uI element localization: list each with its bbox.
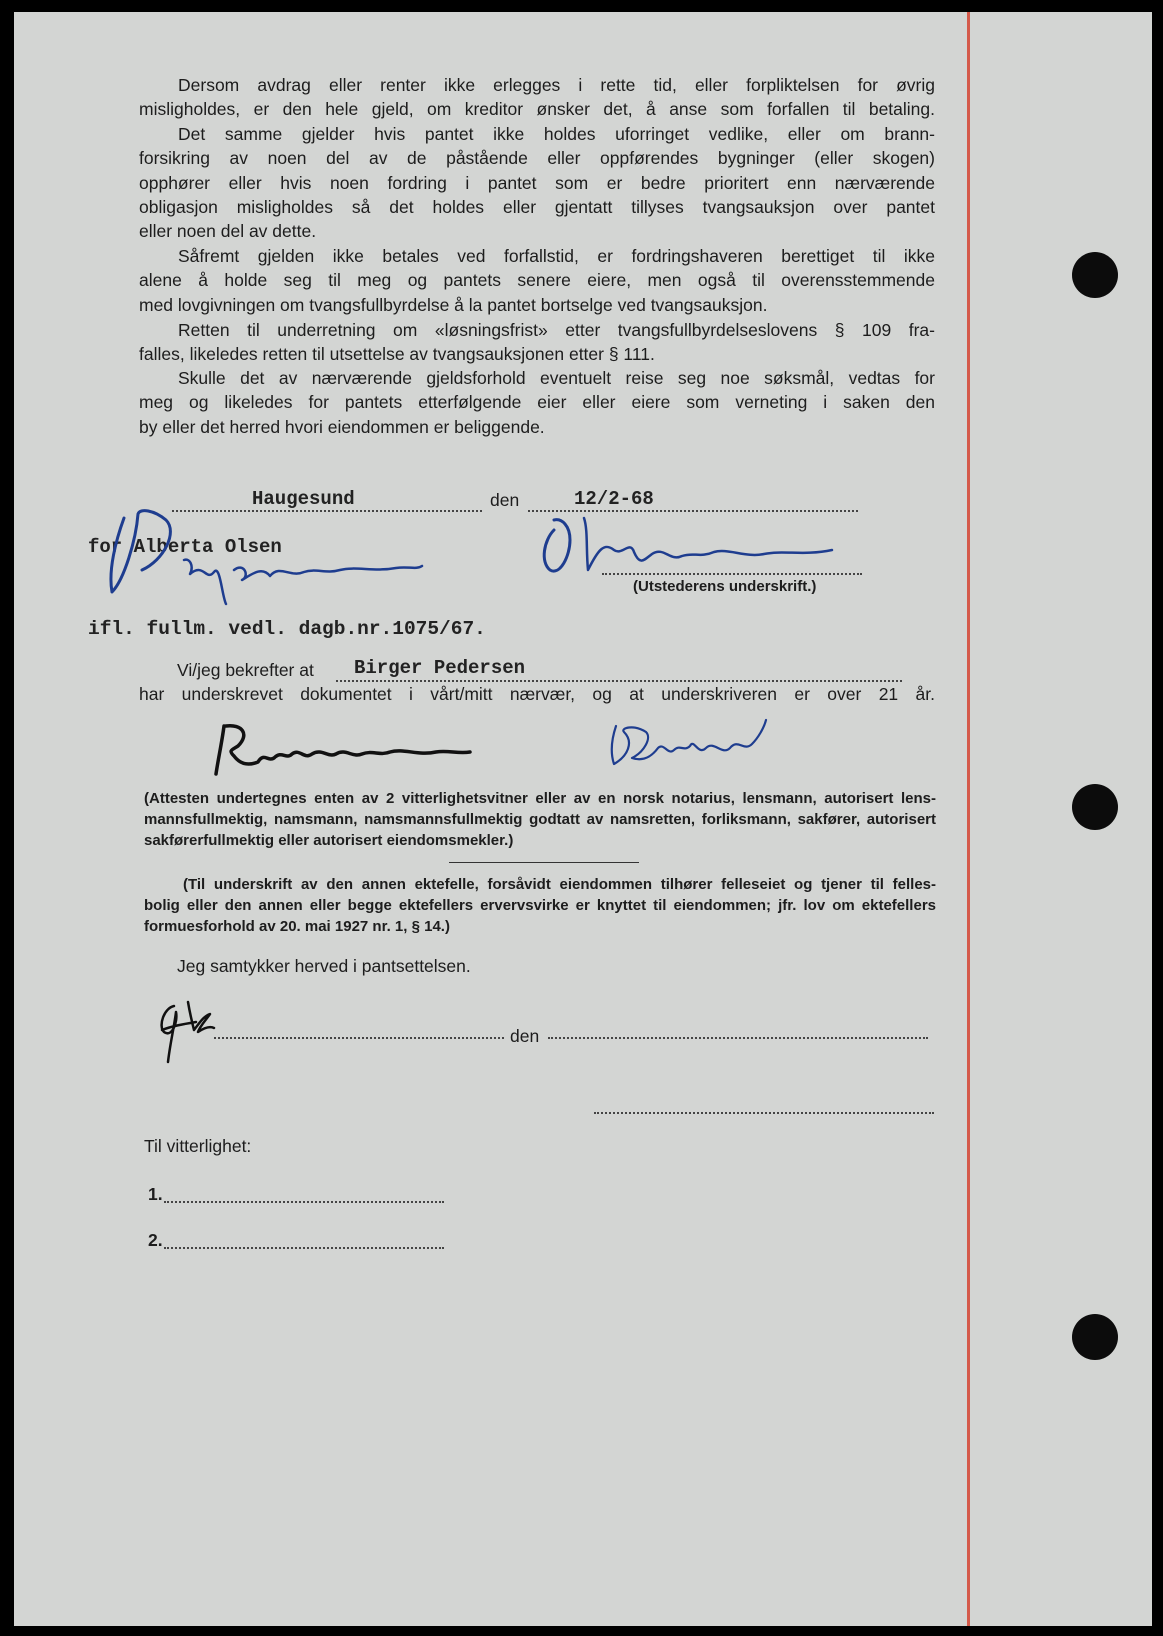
confirm-name: Birger Pedersen [354,657,526,679]
issuer-caption: (Utstederens underskrift.) [633,578,817,595]
punch-hole [1072,252,1118,298]
document-page [14,12,1152,1626]
consent-place-line [214,1037,504,1039]
punch-hole [1072,1314,1118,1360]
margin-line [967,12,970,1626]
paragraph-venue [139,366,935,415]
separator-rule [449,862,639,863]
text-line: misligholdes, er den hele gjeld, om kreditor ønsker det, å anse som forfallen til betaling. [139,99,935,120]
text-line: meg og likeledes for pantets etterfølgende eier eller eiere som verneting i saken den [139,392,935,413]
paragraph-default [139,73,935,122]
text-line: Det samme gjelder hvis pantet ikke holdes uforringet vedlike, eller om brann- [178,124,935,144]
note-line: mannsfullmektig, namsmann, namsmannsfullmektig godtatt av namsretten, forliksmann, sakfører, autorisert [144,811,936,828]
text-line: Retten til underretning om «løsningsfrist» etter tvangsfullbyrdelseslovens § 109 fra- [178,320,935,340]
den-label-2: den [510,1026,540,1046]
consent-date-line [548,1037,928,1039]
witness-heading: Til vitterlighet: [144,1136,252,1156]
issuer-signature-line [602,573,862,575]
witness-number-1: 1. [148,1184,163,1204]
text-line: obligasjon misligholdes så det holdes eller gjentatt tillyses tvangsauksjon over pantet [139,197,935,218]
note-line: bolig eller den annen eller begge ektefellers ervervsvirke er knyttet til eiendommen; jfr. lov om ektefellers [144,897,936,914]
place-value: Haugesund [252,488,355,510]
spouse-note [144,874,936,937]
authorized-signature [94,500,434,610]
power-of-attorney: ifl. fullm. vedl. dagb.nr.1075/67. [88,618,486,640]
note-line: formuesforhold av 20. mai 1927 nr. 1, § 14.) [144,918,450,935]
note-line: (Attesten undertegnes enten av 2 vitterlighetsvitner eller av en norsk notarius, lensmann, autorisert lens- [144,790,936,807]
consent-mark [148,992,228,1072]
paragraph-due [139,244,935,293]
consent-statement: Jeg samtykker herved i pantsettelsen. [177,956,471,976]
confirm-prefix: Vi/jeg bekrefter at [177,660,314,680]
den-label: den [490,490,520,510]
note-line: (Til underskrift av den annen ektefelle, forsåvidt eiendommen tilhører felleseiet og tjener til felles- [183,876,936,893]
paragraph-maintenance [139,122,935,220]
witness-signature-right [594,712,794,782]
consent-signature-line [594,1112,934,1114]
issuer-signature [514,500,854,580]
witness-signature-left [204,712,484,782]
text-line: by eller det herred hvori eiendommen er beliggende. [139,417,545,437]
paragraph-notice [139,318,935,342]
witness-line-2 [164,1247,444,1249]
paragraph-notice-end [139,342,935,366]
text-line: eller noen del av dette. [139,221,317,241]
paragraph-due-end [139,293,935,317]
text-line: forsikring av noen del av de påstående eller oppførendes bygninger (eller skogen) [139,148,935,169]
text-line: falles, likeledes retten til utsettelse av tvangsauksjonen etter § 111. [139,344,655,364]
for-line: for Alberta Olsen [88,536,282,558]
confirm-line2: har underskrevet dokumentet i vårt/mitt nærvær, og at underskriveren er over 21 år. [139,684,935,704]
date-value: 12/2-68 [574,488,654,510]
attest-note [144,788,936,851]
text-line: opphører eller hvis noen fordring i pantet som er bedre prioritert enn nærværende [139,172,935,193]
paragraph-maintenance-end [139,219,935,243]
text-line: med lovgivningen om tvangsfullbyrdelse å la pantet bortselge ved tvangsauksjon. [139,295,768,315]
text-line: Skulle det av nærværende gjeldsforhold eventuelt reise seg noe søksmål, vedtas for [178,368,935,388]
witness-line-1 [164,1201,444,1203]
text-line: alene å holde seg til meg og pantets senere eiere, men også til overensstemmende [139,270,935,291]
confirm-dotted-line [336,680,902,682]
text-line: Såfremt gjelden ikke betales ved forfallstid, er fordringshaveren berettiget til ikke [178,246,935,266]
paragraph-venue-end [139,415,935,439]
text-line: Dersom avdrag eller renter ikke erlegges i rette tid, eller forpliktelsen for øvrig [178,75,935,95]
witness-number-2: 2. [148,1230,163,1250]
punch-hole [1072,784,1118,830]
note-line: sakførerfullmektig eller autorisert eiendomsmekler.) [144,832,514,849]
